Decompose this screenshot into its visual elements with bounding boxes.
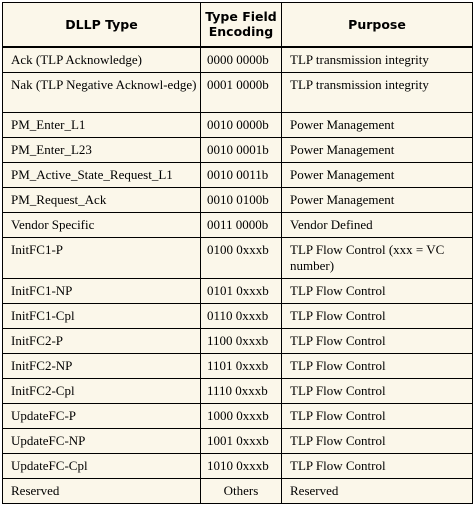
- cell-purpose: Power Management: [282, 137, 473, 162]
- cell-purpose: TLP transmission integrity: [282, 72, 473, 112]
- cell-dllp-type: PM_Enter_L1: [3, 112, 201, 137]
- cell-dllp-type: Vendor Specific: [3, 212, 201, 237]
- table-row: [3, 378, 473, 403]
- table-row: [3, 72, 473, 112]
- dllp-type-table: [2, 2, 473, 504]
- cell-dllp-type: InitFC2-NP: [3, 353, 201, 378]
- cell-purpose: TLP Flow Control: [282, 353, 473, 378]
- table-row: [3, 278, 473, 303]
- table-row: [3, 453, 473, 478]
- cell-encoding: 0010 0000b: [201, 112, 282, 137]
- cell-purpose: Vendor Defined: [282, 212, 473, 237]
- cell-purpose: TLP transmission integrity: [282, 47, 473, 73]
- cell-purpose: TLP Flow Control: [282, 453, 473, 478]
- cell-purpose: TLP Flow Control (xxx = VC number): [282, 237, 473, 278]
- cell-purpose: TLP Flow Control: [282, 303, 473, 328]
- cell-encoding: Others: [201, 478, 282, 503]
- cell-dllp-type: InitFC2-Cpl: [3, 378, 201, 403]
- cell-dllp-type: InitFC1-Cpl: [3, 303, 201, 328]
- cell-dllp-type: UpdateFC-P: [3, 403, 201, 428]
- header-type-field-encoding: [201, 3, 282, 47]
- cell-encoding: 0101 0xxxb: [201, 278, 282, 303]
- cell-encoding: 0000 0000b: [201, 47, 282, 73]
- header-purpose: Purpose: [282, 3, 473, 47]
- header-dllp-type: DLLP Type: [3, 3, 201, 47]
- cell-encoding: 0010 0100b: [201, 187, 282, 212]
- cell-dllp-type: InitFC1-P: [3, 237, 201, 278]
- cell-encoding: 1101 0xxxb: [201, 353, 282, 378]
- table-row: [3, 112, 473, 137]
- cell-encoding: 0100 0xxxb: [201, 237, 282, 278]
- cell-purpose: TLP Flow Control: [282, 278, 473, 303]
- cell-encoding: 0010 0001b: [201, 137, 282, 162]
- cell-purpose: TLP Flow Control: [282, 428, 473, 453]
- cell-encoding: 0011 0000b: [201, 212, 282, 237]
- table-row: [3, 403, 473, 428]
- cell-purpose: Power Management: [282, 112, 473, 137]
- cell-encoding: 0110 0xxxb: [201, 303, 282, 328]
- table-header-row: [3, 3, 473, 47]
- table-row: [3, 187, 473, 212]
- cell-encoding: 0010 0011b: [201, 162, 282, 187]
- cell-dllp-type: InitFC2-P: [3, 328, 201, 353]
- cell-encoding: 1100 0xxxb: [201, 328, 282, 353]
- table-row: [3, 47, 473, 73]
- cell-dllp-type: PM_Active_State_Request_L1: [3, 162, 201, 187]
- cell-purpose: TLP Flow Control: [282, 328, 473, 353]
- cell-encoding: 0001 0000b: [201, 72, 282, 112]
- cell-dllp-type: InitFC1-NP: [3, 278, 201, 303]
- cell-purpose: TLP Flow Control: [282, 378, 473, 403]
- table-row: [3, 212, 473, 237]
- header-encoding-line2: Encoding: [208, 24, 274, 40]
- table-row: [3, 162, 473, 187]
- cell-purpose: Power Management: [282, 162, 473, 187]
- table-row: [3, 137, 473, 162]
- cell-dllp-type: Ack (TLP Acknowledge): [3, 47, 201, 73]
- table-row: [3, 428, 473, 453]
- cell-dllp-type: UpdateFC-NP: [3, 428, 201, 453]
- cell-encoding: 1110 0xxxb: [201, 378, 282, 403]
- cell-dllp-type: UpdateFC-Cpl: [3, 453, 201, 478]
- cell-dllp-type: Reserved: [3, 478, 201, 503]
- cell-dllp-type: PM_Request_Ack: [3, 187, 201, 212]
- cell-encoding: 1000 0xxxb: [201, 403, 282, 428]
- cell-encoding: 1010 0xxxb: [201, 453, 282, 478]
- cell-dllp-type: Nak (TLP Negative Acknowl-edge): [3, 72, 201, 112]
- header-encoding-line1: Type Field: [205, 9, 277, 25]
- cell-purpose: Reserved: [282, 478, 473, 503]
- dllp-type-table-container: [2, 2, 472, 504]
- cell-encoding: 1001 0xxxb: [201, 428, 282, 453]
- cell-dllp-type: PM_Enter_L23: [3, 137, 201, 162]
- cell-purpose: Power Management: [282, 187, 473, 212]
- table-row: [3, 237, 473, 278]
- table-row: [3, 478, 473, 503]
- table-row: [3, 328, 473, 353]
- table-row: [3, 303, 473, 328]
- table-row: [3, 353, 473, 378]
- cell-purpose: TLP Flow Control: [282, 403, 473, 428]
